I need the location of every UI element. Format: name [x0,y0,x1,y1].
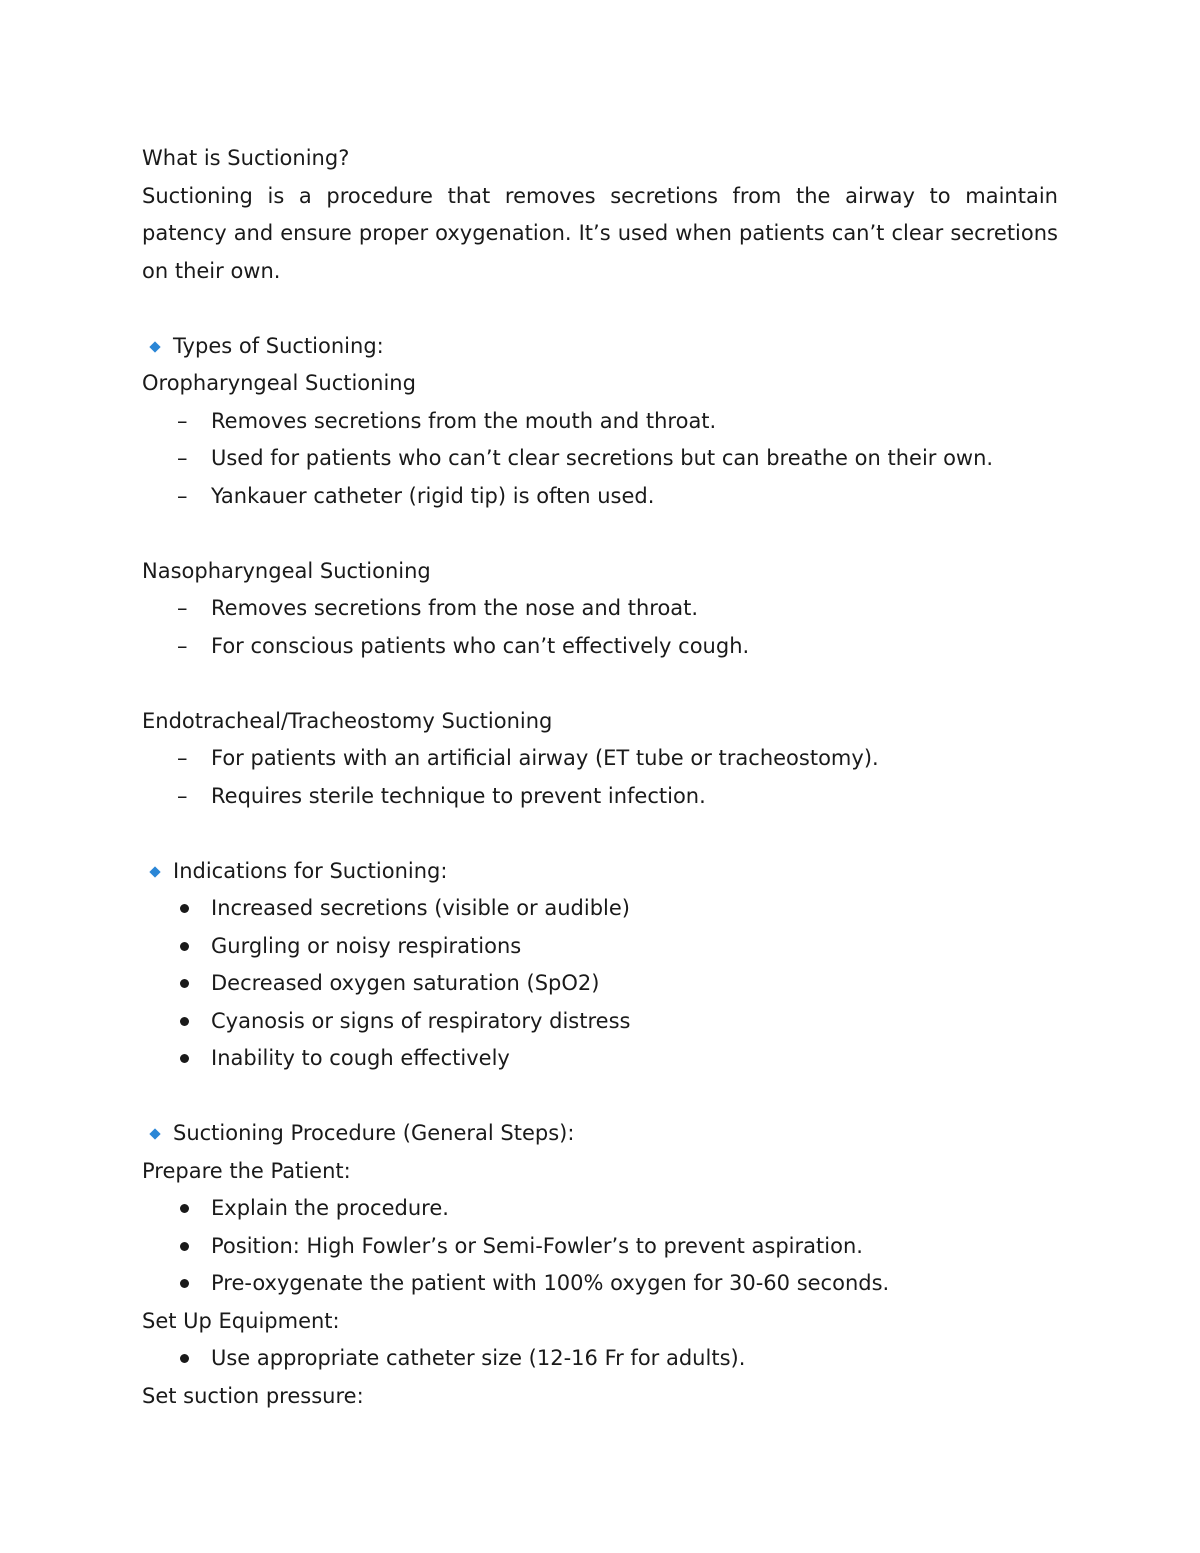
nasopharyngeal-title: Nasopharyngeal Suctioning [142,558,431,583]
section-heading-what-is-suctioning: What is Suctioning? [142,146,350,170]
list-item: – Removes secretions from the mouth and throat. [142,403,1058,441]
list-item: Position: High Fowler’s or Semi-Fowler’s to prevent aspiration. [142,1228,1058,1266]
diamond-bullet-icon [149,1128,160,1139]
endotracheal-title: Endotracheal/Tracheostomy Suctioning [142,708,553,733]
spacer [142,815,1058,853]
list-item: – For patients with an artificial airway (ET tube or tracheostomy). [142,740,1058,778]
bullet-dot-icon [180,1204,189,1213]
oropharyngeal-title: Oropharyngeal Suctioning [142,371,416,395]
dash-bullet: – [177,633,188,658]
list-item: – Requires sterile technique to prevent infection. [142,778,1058,816]
list-item: Gurgling or noisy respirations [142,928,1058,966]
diamond-bullet-icon [149,341,160,352]
list-item: Inability to cough effectively [142,1040,1058,1078]
bullet-dot-icon [180,942,189,951]
list-item: – For conscious patients who can’t effectively cough. [142,628,1058,666]
list-item: Increased secretions (visible or audible) [142,890,1058,928]
list-item: – Yankauer catheter (rigid tip) is often used. [142,478,1058,516]
spacer [142,515,1058,553]
bullet-dot-icon [180,1017,189,1026]
dash-bullet: – [177,483,188,508]
types-heading: Types of Suctioning: [142,328,1058,366]
list-item: – Removes secretions from the nose and throat. [142,590,1058,628]
prepare-patient-title: Prepare the Patient: [142,1158,351,1183]
dash-bullet: – [177,446,188,470]
bullet-dot-icon [180,1242,189,1251]
dash-bullet: – [177,746,188,770]
spacer [142,665,1058,703]
diamond-bullet-icon [149,866,160,877]
dash-bullet: – [177,596,188,620]
list-item: Pre-oxygenate the patient with 100% oxygen for 30-60 seconds. [142,1265,1058,1303]
spacer [142,1078,1058,1116]
document-page [142,140,1058,1415]
list-item: Cyanosis or signs of respiratory distress [142,1003,1058,1041]
dash-bullet: – [177,783,188,808]
bullet-dot-icon [180,1354,189,1363]
bullet-dot-icon [180,979,189,988]
list-item: Explain the procedure. [142,1190,1058,1228]
list-item: – Used for patients who can’t clear secretions but can breathe on their own. [142,440,1058,478]
list-item: Decreased oxygen saturation (SpO2) [142,965,1058,1003]
bullet-dot-icon [180,1279,189,1288]
spacer [142,290,1058,328]
list-item: Use appropriate catheter size (12-16 Fr for adults). [142,1340,1058,1378]
indications-heading: Indications for Suctioning: [142,853,1058,891]
procedure-heading: Suctioning Procedure (General Steps): [142,1115,1058,1153]
dash-bullet: – [177,408,188,433]
suction-pressure-title: Set suction pressure: [142,1383,364,1408]
definition-paragraph: Suctioning is a procedure that removes secretions from the airway to maintain patency and ensure proper oxygenation. It’s used when patients can’t clear secretions on their own. [142,183,1058,283]
setup-equipment-title: Set Up Equipment: [142,1308,340,1333]
bullet-dot-icon [180,904,189,913]
bullet-dot-icon [180,1054,189,1063]
